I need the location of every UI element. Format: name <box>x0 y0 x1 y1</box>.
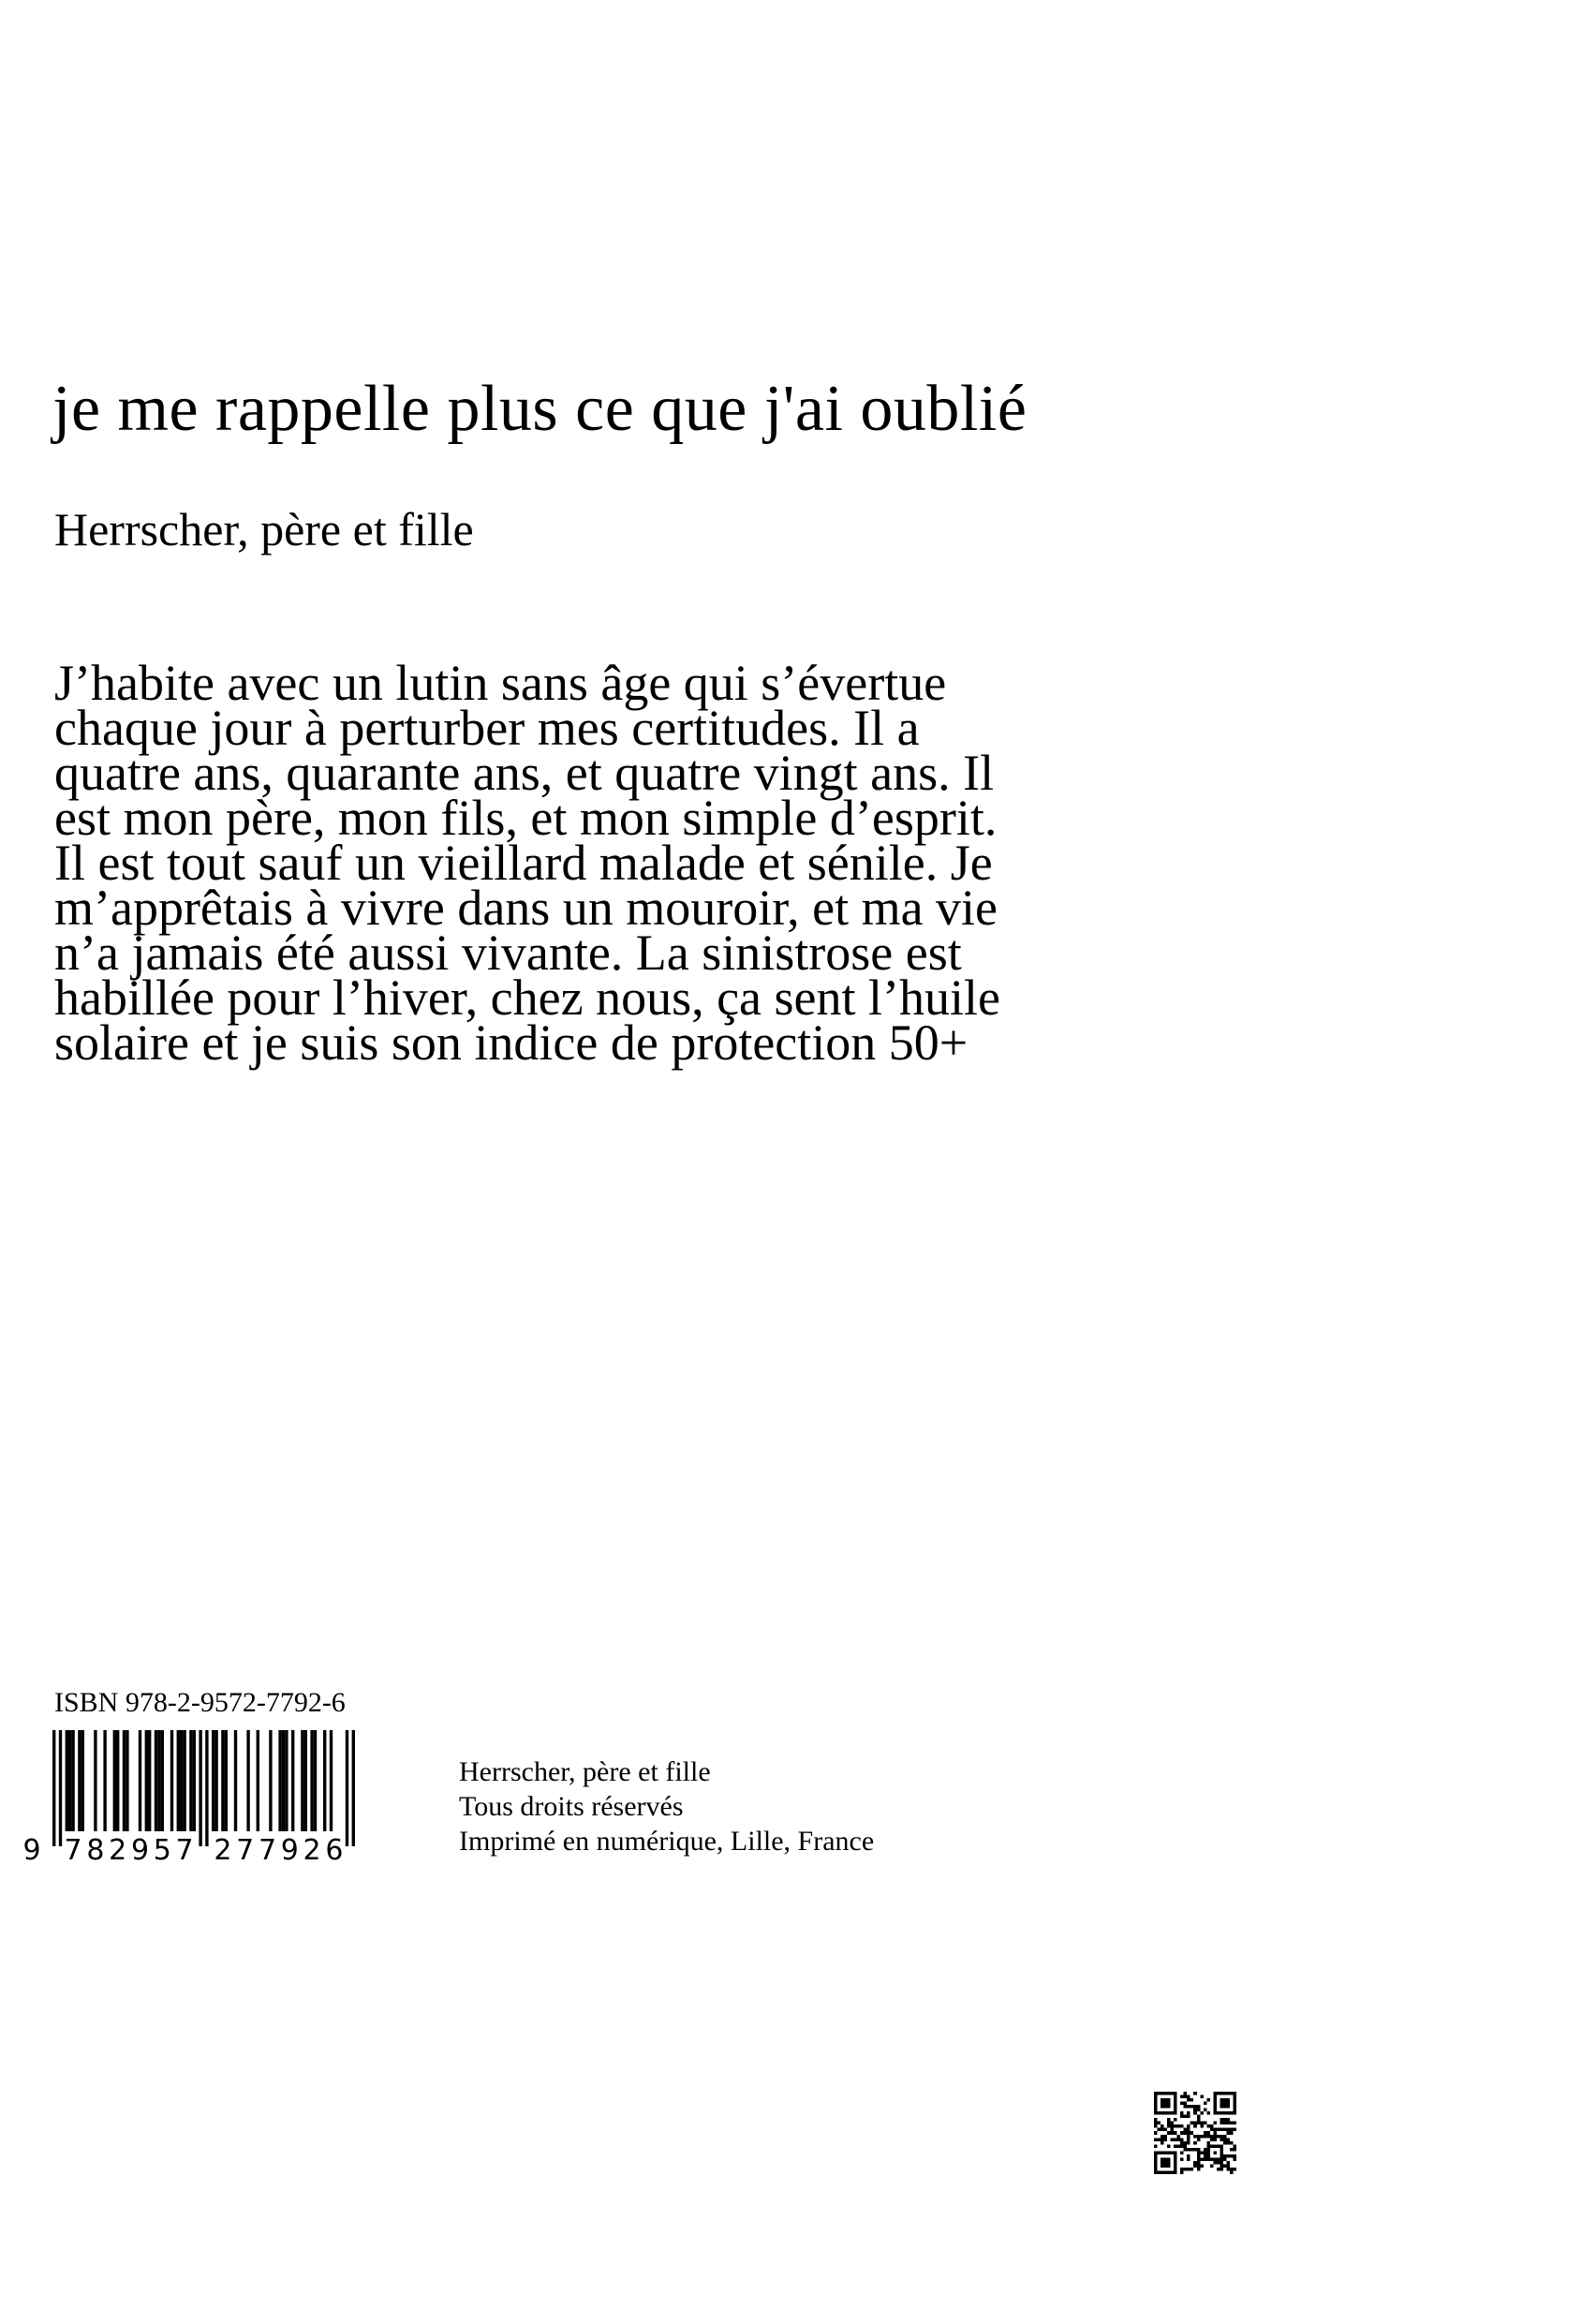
barcode-bar <box>59 1730 62 1846</box>
barcode-bar <box>52 1730 55 1846</box>
barcode-bar <box>126 1730 128 1831</box>
blurb-line: habillée pour l’hiver, chez nous, ça sent l’huile <box>54 970 1000 1026</box>
blurb-line: J’habite avec un lutin sans âge qui s’évertue <box>54 655 947 711</box>
barcode-digit: 7 <box>175 1834 194 1863</box>
barcode-bar <box>301 1730 303 1831</box>
barcode-bar <box>310 1730 313 1831</box>
barcode-bar <box>330 1730 333 1831</box>
barcode-bar <box>78 1730 81 1831</box>
barcode-bar <box>68 1730 71 1831</box>
barcode-bar <box>177 1730 180 1831</box>
barcode-bar <box>155 1730 157 1831</box>
barcode-digit: 2 <box>109 1834 127 1863</box>
barcode-bar <box>113 1730 116 1831</box>
imprint-rights: Tous droits réservés <box>459 1791 684 1822</box>
book-authors: Herrscher, père et fille <box>54 503 474 555</box>
barcode-bar <box>189 1730 192 1831</box>
barcode-digit: 2 <box>303 1834 321 1863</box>
imprint-publisher: Herrscher, père et fille <box>459 1756 711 1787</box>
barcode-digit: 9 <box>130 1834 150 1863</box>
isbn-label: ISBN 978-2-9572-7792-6 <box>54 1687 346 1718</box>
barcode-bar <box>323 1730 326 1831</box>
barcode-bar <box>234 1730 237 1831</box>
barcode-bar <box>157 1730 160 1831</box>
barcode-digit: 9 <box>280 1834 299 1863</box>
barcode-bar <box>225 1730 228 1831</box>
blurb-line: Il est tout sauf un vieillard malade et sénile. Je <box>54 835 993 891</box>
barcode-bar <box>123 1730 126 1831</box>
barcode-bar <box>314 1730 317 1831</box>
barcode-bar <box>116 1730 119 1831</box>
blurb-line: est mon père, mon fils, et mon simple d’esprit. <box>54 790 998 846</box>
barcode-bar <box>199 1730 201 1846</box>
barcode-bar <box>257 1730 259 1831</box>
barcode-digit: 7 <box>236 1834 255 1863</box>
barcode-digit: 9 <box>22 1834 41 1863</box>
barcode-bar <box>221 1730 224 1831</box>
barcode-bar <box>291 1730 294 1831</box>
barcode-digit: 8 <box>86 1834 105 1863</box>
barcode-bar <box>304 1730 307 1831</box>
barcode-bar <box>193 1730 196 1831</box>
barcode-bar <box>145 1730 148 1831</box>
barcode-bar <box>71 1730 74 1831</box>
barcode-bar <box>246 1730 249 1831</box>
barcode-bar <box>183 1730 185 1831</box>
imprint-block <box>459 1754 874 1858</box>
barcode-bar <box>214 1730 217 1831</box>
barcode-digit: 7 <box>258 1834 277 1863</box>
barcode-digit: 7 <box>64 1834 82 1863</box>
barcode-bar <box>352 1730 355 1846</box>
blurb-line: quatre ans, quarante ans, et quatre vingt ans. Il <box>54 745 995 801</box>
barcode-bar <box>139 1730 141 1831</box>
barcode-bar <box>212 1730 214 1831</box>
barcode-bar <box>148 1730 151 1831</box>
barcode-digit: 2 <box>214 1834 232 1863</box>
blurb-line: m’apprêtais à vivre dans un mouroir, et ma vie <box>54 880 998 936</box>
book-title: je me rappelle plus ce que j'ai oublié <box>52 373 1028 445</box>
barcode-bar <box>269 1730 272 1831</box>
barcode-bar <box>81 1730 84 1831</box>
imprint-location: Imprimé en numérique, Lille, France <box>459 1826 875 1857</box>
barcode-bar <box>346 1730 348 1846</box>
barcode-digit: 6 <box>325 1834 344 1863</box>
blurb-line: n’a jamais été aussi vivante. La sinistrose est <box>54 925 962 981</box>
barcode-bar <box>66 1730 68 1831</box>
barcode-bar <box>170 1730 173 1831</box>
barcode-bar <box>285 1730 288 1831</box>
barcode-bar <box>161 1730 164 1831</box>
barcode-digit: 5 <box>153 1834 171 1863</box>
barcode-bar <box>282 1730 285 1831</box>
back-cover-blurb <box>54 655 1216 1071</box>
barcode-bar <box>278 1730 281 1831</box>
barcode-bar <box>94 1730 96 1831</box>
barcode-bar <box>103 1730 106 1831</box>
blurb-line: chaque jour à perturber mes certitudes. Il a <box>54 700 920 756</box>
isbn-barcode <box>21 1730 403 1863</box>
blurb-line: solaire et je suis son indice de protection 50+ <box>54 1014 968 1071</box>
barcode-bar <box>205 1730 208 1846</box>
qr-code-icon <box>1154 2092 1236 2174</box>
barcode-bar <box>180 1730 183 1831</box>
